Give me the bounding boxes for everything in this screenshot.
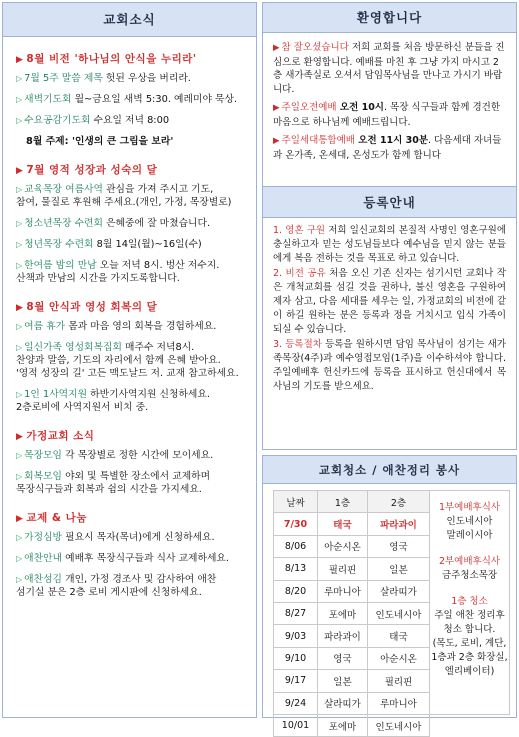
table-cell: 10/01	[274, 714, 318, 736]
news-item-cont: 찬양과 말씀, 기도의 자리에서 함께 은혜 받아요.	[16, 355, 221, 366]
news-item	[16, 388, 250, 414]
outline-triangle-icon: ▷	[16, 219, 23, 228]
news-section-title-text: 가정교회 소식	[26, 430, 95, 442]
triangle-icon: ▶	[273, 136, 280, 146]
news-item-cont: 참여, 물질로 후원해 주세요.(개인, 가정, 목장별로)	[16, 197, 232, 208]
registration-item-lead: 3. 등록절차	[273, 339, 322, 351]
table-row	[274, 580, 430, 602]
news-item-label: 새벽기도회	[24, 94, 72, 105]
news-item-text: 오늘 저녁 8시. 벙산 저수지.	[96, 260, 220, 271]
outline-triangle-icon: ▷	[16, 451, 23, 460]
news-item	[16, 135, 250, 148]
welcome-item-lead: 참 잘오셨습니다	[281, 42, 349, 53]
news-section-title	[16, 428, 250, 443]
cleaning-note-title: 1층 청소	[451, 596, 488, 607]
triangle-icon: ▶	[16, 432, 24, 442]
triangle-icon: ▶	[273, 43, 280, 53]
news-item-text: 수요일 저녁 8:00	[90, 115, 170, 126]
news-item-text: 예배후 목장식구들과 식사 교제하세요.	[62, 553, 230, 564]
triangle-icon: ▶	[16, 55, 24, 65]
news-item-cont: 2층로비에 사역지원서 비치 중.	[16, 402, 149, 413]
registration-item-text: 처음 오신 기존 신자는 섬기시던 교회나 작은 개척교회를 섬길 것을 권하나, 불신 영혼을 구원하여 제자 삼고, 다음 세대를 세우는 일, 가정교회의 비전에 같이 하길 원하는 분은 등록과 정을 거치시고 입식 가족이 되실 수 있습니다.	[273, 268, 507, 335]
news-item	[16, 72, 250, 85]
cleaning-note-line: 금주청소목장	[441, 570, 498, 581]
news-section	[16, 510, 250, 599]
news-item-text: 각 목장별로 정한 시간에 모이세요.	[62, 450, 214, 461]
news-item-text: 야외 및 특별한 장소에서 교제하며	[62, 471, 211, 482]
cleaning-note-line: 1층과 2층 화장실,	[431, 652, 508, 663]
cleaning-note-line: 청소 합니다.	[443, 624, 496, 635]
news-section	[16, 51, 250, 148]
news-item	[16, 320, 250, 333]
triangle-icon: ▶	[16, 303, 24, 313]
outline-triangle-icon: ▷	[16, 95, 23, 104]
cleaning-note	[430, 501, 509, 543]
cleaning-note-line: 주일 애찬 정리후	[434, 610, 505, 621]
welcome-title: 환영합니다	[263, 3, 516, 33]
news-item-label: 목장모임	[24, 450, 63, 461]
outline-triangle-icon: ▷	[16, 261, 23, 270]
table-row	[274, 602, 430, 624]
registration-panel	[262, 186, 517, 450]
cleaning-note-line: 엘리베이터)	[444, 666, 495, 677]
registration-item-text: 저희 일신교회의 본질적 사명인 영혼구원에 충실하고자 믿는 성도님들보다 예수님을 믿지 않는 분들에게 복음 전하는 것을 목표로 하고 있습니다.	[273, 225, 506, 264]
news-item-text: 몸과 마음 영의 회복을 경험하세요.	[65, 321, 217, 332]
news-item-text: 월~금요일 새벽 5:30. 예레미야 묵상.	[71, 94, 238, 105]
news-item-text: 은혜중에 잘 마쳤습니다.	[102, 218, 211, 229]
cleaning-note-line: 말레이시아	[446, 530, 493, 541]
cleaning-note-line: 인도네시아	[446, 516, 493, 527]
outline-triangle-icon: ▷	[16, 240, 23, 249]
news-item-label: 회복모임	[24, 471, 63, 482]
cleaning-panel	[262, 455, 517, 733]
news-item	[16, 531, 250, 544]
news-item-label: 한여름 밤의 만남	[24, 260, 97, 271]
table-cell: 8/06	[274, 535, 318, 557]
news-item-label: 애찬섬김	[24, 574, 63, 585]
news-item-text: 관심을 가져 주시고 기도,	[102, 184, 214, 195]
table-cell: 8/20	[274, 580, 318, 602]
cleaning-title: 교회청소 / 애찬정리 봉사	[263, 456, 516, 484]
triangle-icon: ▶	[16, 166, 24, 176]
news-item	[16, 217, 250, 230]
table-cell: 루마니아	[367, 692, 429, 714]
table-cell: 파라과이	[318, 625, 368, 647]
news-item	[16, 470, 250, 496]
news-item-text: 매주수 저녁8시.	[121, 342, 195, 353]
cleaning-note-title: 2부예배후식사	[438, 556, 501, 567]
table-cell: 파라과이	[367, 513, 429, 535]
news-item-text: 8월 14일(월)~16일(수)	[93, 239, 202, 250]
table-cell: 8/27	[274, 602, 318, 624]
news-item-text: 헛된 우상을 버리라.	[102, 73, 191, 84]
table-cell: 태국	[367, 625, 429, 647]
table-cell: 인도네시아	[367, 714, 429, 736]
news-item	[16, 259, 250, 285]
welcome-item-text: . 목장 식구들과 함께 경건한 마음으로 하나님께 예배드립니다.	[273, 102, 501, 128]
triangle-icon: ▶	[16, 514, 24, 524]
registration-title: 등록안내	[263, 186, 516, 218]
table-row	[274, 558, 430, 580]
news-section-title	[16, 510, 250, 525]
table-cell: 일본	[318, 670, 368, 692]
table-row	[274, 692, 430, 714]
registration-body	[263, 218, 516, 394]
news-section-title	[16, 162, 250, 177]
cleaning-notes	[430, 490, 510, 715]
news-item-text: 하반기사역지원 신청하세요.	[87, 389, 210, 400]
welcome-item-text: . 다음세대 자녀들과 온가족, 온세대, 온성도가 함께 합니다	[273, 135, 502, 161]
table-row	[274, 513, 430, 535]
welcome-item	[273, 101, 506, 129]
welcome-item	[273, 134, 506, 162]
news-section-title-text: 8월 안식과 영성 회복의 달	[26, 301, 158, 313]
table-cell: 영국	[318, 647, 368, 669]
table-cell: 아순시온	[367, 647, 429, 669]
table-cell: 살라띠가	[318, 692, 368, 714]
outline-triangle-icon: ▷	[16, 472, 23, 481]
registration-item-lead: 2. 비전 공유	[273, 268, 326, 280]
table-cell: 포에마	[318, 602, 368, 624]
news-section	[16, 162, 250, 285]
news-section-title	[16, 299, 250, 314]
table-row	[274, 714, 430, 736]
news-item	[16, 552, 250, 565]
cleaning-table	[273, 490, 430, 737]
news-item-label: 교육목장 여름사역	[24, 184, 103, 195]
triangle-icon: ▶	[273, 103, 280, 113]
table-cell: 포에마	[318, 714, 368, 736]
table-row	[274, 647, 430, 669]
table-cell: 필리핀	[367, 670, 429, 692]
table-cell: 7/30	[274, 513, 318, 535]
news-item-label: 가정심방	[24, 532, 63, 543]
welcome-panel	[262, 2, 517, 190]
welcome-body	[263, 33, 516, 162]
news-item-label: 여름 휴가	[24, 321, 66, 332]
table-cell: 일본	[367, 558, 429, 580]
table-cell: 9/17	[274, 670, 318, 692]
news-section-title	[16, 51, 250, 66]
welcome-item-time: 오전 11시 30분	[354, 135, 429, 146]
table-header-cell: 1층	[318, 491, 368, 513]
cleaning-note-title: 1부예배후식사	[438, 502, 501, 513]
table-header-row	[274, 491, 430, 513]
news-item-text: 필요시 목자(목녀)에게 신청하세요.	[62, 532, 215, 543]
news-section	[16, 299, 250, 414]
cleaning-note	[430, 595, 509, 679]
news-item-label: 청년목장 수련회	[24, 239, 94, 250]
outline-triangle-icon: ▷	[16, 343, 23, 352]
table-header-cell: 날짜	[274, 491, 318, 513]
table-cell: 영국	[367, 535, 429, 557]
table-row	[274, 535, 430, 557]
table-cell: 9/10	[274, 647, 318, 669]
outline-triangle-icon: ▷	[16, 322, 23, 331]
news-item	[16, 114, 250, 127]
outline-triangle-icon: ▷	[16, 554, 23, 563]
table-cell: 인도네시아	[367, 602, 429, 624]
news-item-text: 개인, 가정 경조사 및 감사하여 애찬	[62, 574, 217, 585]
table-row	[274, 670, 430, 692]
welcome-item-time: 오전 10시	[336, 102, 384, 113]
news-item-cont: '영적 성장의 길' 고든 맥도날드 저. 교재 참고하세요.	[16, 368, 239, 379]
outline-triangle-icon: ▷	[16, 533, 23, 542]
news-item-label: 일신가족 영성회복집회	[24, 342, 122, 353]
news-item	[16, 93, 250, 106]
church-news-panel	[2, 2, 257, 718]
table-cell: 9/24	[274, 692, 318, 714]
church-news-title: 교회소식	[3, 3, 256, 37]
table-header-cell: 2층	[367, 491, 429, 513]
registration-item	[273, 338, 506, 393]
news-item-label: 애찬안내	[24, 553, 63, 564]
cleaning-note	[430, 555, 509, 583]
news-section-title-text: 7월 영적 성장과 성숙의 달	[26, 164, 158, 176]
registration-item	[273, 224, 506, 265]
table-cell: 아순시온	[318, 535, 368, 557]
church-news-sections	[3, 51, 256, 599]
news-item-text: 8월 주제: '인생의 큰 그림을 보라'	[26, 136, 174, 147]
table-cell: 필리핀	[318, 558, 368, 580]
registration-item	[273, 267, 506, 336]
news-item	[16, 238, 250, 251]
cleaning-note-line: (목도, 로비, 계단,	[432, 638, 507, 649]
news-section	[16, 428, 250, 496]
news-section-title-text: 교제 & 나눔	[26, 512, 87, 524]
news-item-label: 수요공감기도회	[24, 115, 91, 126]
outline-triangle-icon: ▷	[16, 185, 23, 194]
news-item-label: 1인 1사역지원	[24, 389, 88, 400]
table-cell: 살라띠가	[367, 580, 429, 602]
news-item-label: 청소년목장 수련회	[24, 218, 103, 229]
welcome-item-lead: 주일오전예배	[281, 102, 337, 113]
outline-triangle-icon: ▷	[16, 390, 23, 399]
registration-item-lead: 1. 영혼 구원	[273, 225, 326, 236]
news-section-title-text: 8월 비전 '하나님의 안식을 누리라'	[26, 53, 197, 65]
outline-triangle-icon: ▷	[16, 116, 23, 125]
news-item-cont: 목장식구들과 회복과 쉼의 시간을 가지세요.	[16, 484, 202, 495]
news-item-label: 7월 5주 말씀 제목	[24, 73, 103, 84]
news-item	[16, 341, 250, 380]
table-cell: 태국	[318, 513, 368, 535]
news-item	[16, 449, 250, 462]
welcome-item-lead: 주일세대통합예배	[281, 135, 355, 146]
table-cell: 9/03	[274, 625, 318, 647]
outline-triangle-icon: ▷	[16, 74, 23, 83]
table-row	[274, 625, 430, 647]
welcome-item-text: 저희 교회를 처음 방문하신 분들을 진심으로 환영합니다. 예배를 마친 후 그냥 가지 마시고 2층 새가족실로 오셔서 담임목사님을 만나고 가시기 바랍니다.	[273, 42, 505, 95]
outline-triangle-icon: ▷	[16, 575, 23, 584]
welcome-item	[273, 41, 506, 96]
news-item	[16, 183, 250, 209]
news-item	[16, 573, 250, 599]
news-item-cont: 섬기실 분은 2층 로비 게시판에 신청하세요.	[16, 587, 202, 598]
cleaning-schedule	[273, 490, 510, 737]
table-cell: 8/13	[274, 558, 318, 580]
registration-item-text: 등록을 원하시면 담임 목사님이 섬기는 새가족목장(4주)과 예수영접모임(1주)을 이수하셔야 합니다. 주일예배후 헌신카드에 등록을 표시하고 헌신대에서 목사님의 기도를 받으세요.	[273, 339, 506, 392]
news-item-cont: 산책과 만남의 시간을 가지도록합니다.	[16, 273, 180, 284]
table-cell: 루마니아	[318, 580, 368, 602]
